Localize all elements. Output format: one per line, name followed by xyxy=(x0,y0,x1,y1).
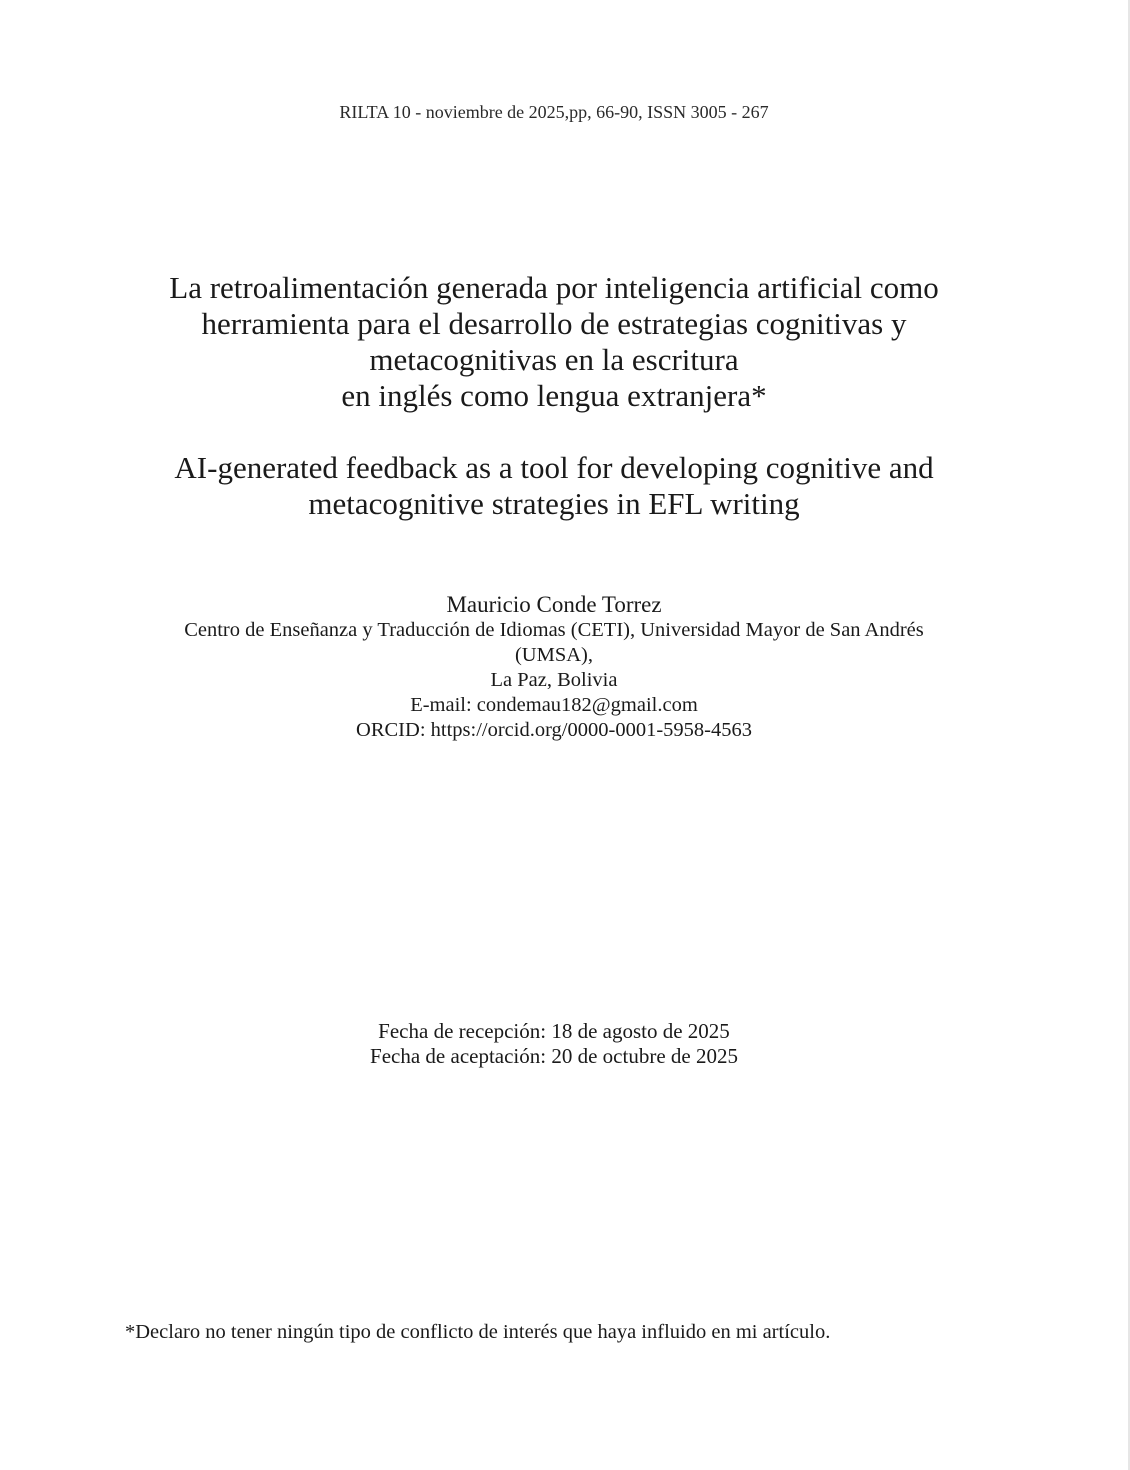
running-header: RILTA 10 - noviembre de 2025,pp, 66-90, ISSN 3005 - 267 xyxy=(339,102,769,122)
submission-dates xyxy=(0,1019,1108,1069)
author-location: La Paz, Bolivia xyxy=(490,669,618,691)
title-spanish-line-4: en inglés como lengua extranjera* xyxy=(341,378,767,413)
title-spanish xyxy=(0,270,1108,414)
author-affiliation-line-1: Centro de Enseñanza y Traducción de Idiomas (CETI), Universidad Mayor de San Andrés xyxy=(184,619,924,641)
title-english xyxy=(0,450,1108,522)
title-spanish-line-2: herramienta para el desarrollo de estrategias cognitivas y xyxy=(201,306,907,341)
author-email: E-mail: condemau182@gmail.com xyxy=(410,694,698,716)
author-affiliation-line-2: (UMSA), xyxy=(514,644,594,666)
author-block xyxy=(0,592,1108,743)
conflict-of-interest-footnote: *Declaro no tener ningún tipo de conflicto de interés que haya influido en mi artículo. xyxy=(125,1321,831,1343)
date-accepted: Fecha de aceptación: 20 de octubre de 2025 xyxy=(370,1044,738,1068)
title-english-line-2: metacognitive strategies in EFL writing xyxy=(308,486,800,521)
date-received: Fecha de recepción: 18 de agosto de 2025 xyxy=(378,1019,730,1043)
author-name: Mauricio Conde Torrez xyxy=(446,592,662,617)
title-spanish-line-3: metacognitivas en la escritura xyxy=(369,342,739,377)
title-english-line-1: AI-generated feedback as a tool for developing cognitive and xyxy=(174,450,934,485)
author-orcid: ORCID: https://orcid.org/0000-0001-5958-4563 xyxy=(356,719,752,741)
title-spanish-line-1: La retroalimentación generada por inteligencia artificial como xyxy=(169,270,939,305)
